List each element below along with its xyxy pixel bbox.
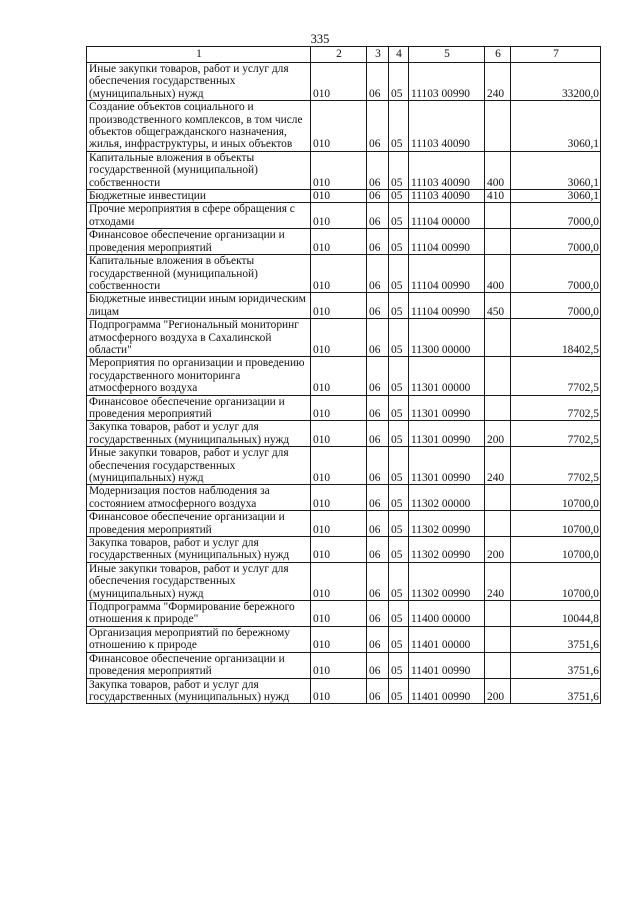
target-article-cell: 11400 00000 <box>409 601 485 627</box>
amount-cell: 7702,5 <box>511 395 601 421</box>
amount-cell: 3751,6 <box>511 678 601 704</box>
expense-type-cell: 200 <box>485 421 511 447</box>
expense-type-cell: 200 <box>485 678 511 704</box>
expense-type-cell <box>485 101 511 152</box>
section-cell: 06 <box>367 537 389 563</box>
section-cell: 06 <box>367 421 389 447</box>
expense-type-cell: 450 <box>485 293 511 319</box>
expense-type-cell: 240 <box>485 63 511 101</box>
table-row <box>87 190 601 203</box>
column-header: 3 <box>367 47 389 63</box>
column-header: 2 <box>311 47 367 63</box>
target-article-cell: 11401 00000 <box>409 626 485 652</box>
target-article-cell: 11104 00990 <box>409 255 485 293</box>
subsection-cell: 05 <box>389 190 409 203</box>
expense-type-cell <box>485 229 511 255</box>
amount-cell: 3060,1 <box>511 101 601 152</box>
target-article-cell: 11103 40090 <box>409 190 485 203</box>
amount-cell: 10700,0 <box>511 485 601 511</box>
admin-code-cell: 010 <box>311 357 367 395</box>
amount-cell: 10700,0 <box>511 537 601 563</box>
admin-code-cell: 010 <box>311 601 367 627</box>
section-cell: 06 <box>367 485 389 511</box>
column-header: 6 <box>485 47 511 63</box>
admin-code-cell: 010 <box>311 229 367 255</box>
section-cell: 06 <box>367 293 389 319</box>
subsection-cell: 05 <box>389 562 409 600</box>
row-name-cell: Иные закупки товаров, работ и услуг для обеспечения государственных (муниципальных) нужд <box>87 63 311 101</box>
admin-code-cell: 010 <box>311 293 367 319</box>
table-row <box>87 395 601 421</box>
section-cell: 06 <box>367 255 389 293</box>
table-body <box>87 63 601 704</box>
subsection-cell: 05 <box>389 151 409 189</box>
amount-cell: 18402,5 <box>511 319 601 357</box>
row-name-cell: Прочие мероприятия в сфере обращения с отходами <box>87 203 311 229</box>
table-row <box>87 63 601 101</box>
expense-type-cell <box>485 319 511 357</box>
target-article-cell: 11301 00990 <box>409 447 485 485</box>
subsection-cell: 05 <box>389 395 409 421</box>
table-row <box>87 229 601 255</box>
admin-code-cell: 010 <box>311 395 367 421</box>
admin-code-cell: 010 <box>311 151 367 189</box>
table-row <box>87 293 601 319</box>
amount-cell: 33200,0 <box>511 63 601 101</box>
table-row <box>87 601 601 627</box>
target-article-cell: 11301 00990 <box>409 421 485 447</box>
amount-cell: 10700,0 <box>511 511 601 537</box>
target-article-cell: 11104 00000 <box>409 203 485 229</box>
expense-type-cell: 240 <box>485 447 511 485</box>
row-name-cell: Капитальные вложения в объекты государственной (муниципальной) собственности <box>87 255 311 293</box>
amount-cell: 3060,1 <box>511 190 601 203</box>
target-article-cell: 11103 00990 <box>409 63 485 101</box>
section-cell: 06 <box>367 562 389 600</box>
table-row <box>87 203 601 229</box>
target-article-cell: 11103 40090 <box>409 151 485 189</box>
section-cell: 06 <box>367 447 389 485</box>
table-row <box>87 447 601 485</box>
row-name-cell: Закупка товаров, работ и услуг для государственных (муниципальных) нужд <box>87 421 311 447</box>
expense-type-cell <box>485 485 511 511</box>
admin-code-cell: 010 <box>311 190 367 203</box>
subsection-cell: 05 <box>389 319 409 357</box>
subsection-cell: 05 <box>389 601 409 627</box>
table-row <box>87 511 601 537</box>
page-number: 335 <box>310 32 330 46</box>
table-row <box>87 151 601 189</box>
table-row <box>87 101 601 152</box>
row-name-cell: Капитальные вложения в объекты государственной (муниципальной) собственности <box>87 151 311 189</box>
target-article-cell: 11302 00990 <box>409 511 485 537</box>
admin-code-cell: 010 <box>311 421 367 447</box>
row-name-cell: Закупка товаров, работ и услуг для государственных (муниципальных) нужд <box>87 537 311 563</box>
section-cell: 06 <box>367 319 389 357</box>
admin-code-cell: 010 <box>311 562 367 600</box>
subsection-cell: 05 <box>389 203 409 229</box>
admin-code-cell: 010 <box>311 511 367 537</box>
subsection-cell: 05 <box>389 255 409 293</box>
table-row <box>87 421 601 447</box>
expense-type-cell <box>485 601 511 627</box>
row-name-cell: Иные закупки товаров, работ и услуг для обеспечения государственных (муниципальных) нужд <box>87 447 311 485</box>
row-name-cell: Финансовое обеспечение организации и проведения мероприятий <box>87 395 311 421</box>
subsection-cell: 05 <box>389 101 409 152</box>
subsection-cell: 05 <box>389 447 409 485</box>
section-cell: 06 <box>367 229 389 255</box>
section-cell: 06 <box>367 601 389 627</box>
expense-type-cell <box>485 626 511 652</box>
expense-type-cell: 200 <box>485 537 511 563</box>
table-row <box>87 562 601 600</box>
subsection-cell: 05 <box>389 652 409 678</box>
subsection-cell: 05 <box>389 229 409 255</box>
section-cell: 06 <box>367 101 389 152</box>
budget-table <box>86 46 601 704</box>
section-cell: 06 <box>367 203 389 229</box>
expense-type-cell <box>485 395 511 421</box>
target-article-cell: 11300 00000 <box>409 319 485 357</box>
section-cell: 06 <box>367 190 389 203</box>
admin-code-cell: 010 <box>311 485 367 511</box>
section-cell: 06 <box>367 678 389 704</box>
subsection-cell: 05 <box>389 293 409 319</box>
subsection-cell: 05 <box>389 626 409 652</box>
row-name-cell: Бюджетные инвестиции иным юридическим лицам <box>87 293 311 319</box>
row-name-cell: Организация мероприятий по бережному отношению к природе <box>87 626 311 652</box>
section-cell: 06 <box>367 395 389 421</box>
amount-cell: 10044,8 <box>511 601 601 627</box>
amount-cell: 7702,5 <box>511 447 601 485</box>
amount-cell: 3060,1 <box>511 151 601 189</box>
section-cell: 06 <box>367 626 389 652</box>
target-article-cell: 11104 00990 <box>409 293 485 319</box>
admin-code-cell: 010 <box>311 101 367 152</box>
admin-code-cell: 010 <box>311 626 367 652</box>
subsection-cell: 05 <box>389 421 409 447</box>
target-article-cell: 11401 00990 <box>409 678 485 704</box>
table-row <box>87 652 601 678</box>
target-article-cell: 11301 00000 <box>409 357 485 395</box>
row-name-cell: Закупка товаров, работ и услуг для государственных (муниципальных) нужд <box>87 678 311 704</box>
amount-cell: 10700,0 <box>511 562 601 600</box>
amount-cell: 3751,6 <box>511 652 601 678</box>
row-name-cell: Подпрограмма "Формирование бережного отношения к природе" <box>87 601 311 627</box>
column-header: 7 <box>511 47 601 63</box>
amount-cell: 7000,0 <box>511 203 601 229</box>
table-row <box>87 626 601 652</box>
row-name-cell: Модернизация постов наблюдения за состоянием атмосферного воздуха <box>87 485 311 511</box>
column-header: 1 <box>87 47 311 63</box>
target-article-cell: 11302 00990 <box>409 537 485 563</box>
amount-cell: 7702,5 <box>511 421 601 447</box>
admin-code-cell: 010 <box>311 63 367 101</box>
row-name-cell: Иные закупки товаров, работ и услуг для обеспечения государственных (муниципальных) нужд <box>87 562 311 600</box>
section-cell: 06 <box>367 63 389 101</box>
expense-type-cell: 400 <box>485 255 511 293</box>
row-name-cell: Финансовое обеспечение организации и проведения мероприятий <box>87 652 311 678</box>
column-header: 5 <box>409 47 485 63</box>
expense-type-cell: 410 <box>485 190 511 203</box>
admin-code-cell: 010 <box>311 652 367 678</box>
expense-type-cell <box>485 357 511 395</box>
section-cell: 06 <box>367 511 389 537</box>
subsection-cell: 05 <box>389 63 409 101</box>
admin-code-cell: 010 <box>311 537 367 563</box>
target-article-cell: 11104 00990 <box>409 229 485 255</box>
expense-type-cell <box>485 511 511 537</box>
section-cell: 06 <box>367 357 389 395</box>
amount-cell: 3751,6 <box>511 626 601 652</box>
table-row <box>87 537 601 563</box>
expense-type-cell <box>485 203 511 229</box>
table-row <box>87 678 601 704</box>
subsection-cell: 05 <box>389 357 409 395</box>
section-cell: 06 <box>367 151 389 189</box>
subsection-cell: 05 <box>389 485 409 511</box>
admin-code-cell: 010 <box>311 255 367 293</box>
expense-type-cell: 240 <box>485 562 511 600</box>
row-name-cell: Финансовое обеспечение организации и проведения мероприятий <box>87 229 311 255</box>
table-row <box>87 485 601 511</box>
target-article-cell: 11302 00990 <box>409 562 485 600</box>
subsection-cell: 05 <box>389 537 409 563</box>
subsection-cell: 05 <box>389 511 409 537</box>
row-name-cell: Бюджетные инвестиции <box>87 190 311 203</box>
amount-cell: 7000,0 <box>511 255 601 293</box>
amount-cell: 7000,0 <box>511 229 601 255</box>
header-row <box>87 47 601 63</box>
amount-cell: 7702,5 <box>511 357 601 395</box>
row-name-cell: Мероприятия по организации и проведению государственного мониторинга атмосферного воздуха <box>87 357 311 395</box>
admin-code-cell: 010 <box>311 319 367 357</box>
column-header: 4 <box>389 47 409 63</box>
table-row <box>87 319 601 357</box>
row-name-cell: Подпрограмма "Региональный мониторинг атмосферного воздуха в Сахалинской области" <box>87 319 311 357</box>
expense-type-cell <box>485 652 511 678</box>
table-row <box>87 357 601 395</box>
admin-code-cell: 010 <box>311 203 367 229</box>
admin-code-cell: 010 <box>311 678 367 704</box>
target-article-cell: 11103 40090 <box>409 101 485 152</box>
row-name-cell: Создание объектов социального и производственного комплексов, в том числе объектов общегражданского назначения, жилья, инфраструктуры, и иных объектов <box>87 101 311 152</box>
target-article-cell: 11401 00990 <box>409 652 485 678</box>
target-article-cell: 11301 00990 <box>409 395 485 421</box>
expense-type-cell: 400 <box>485 151 511 189</box>
admin-code-cell: 010 <box>311 447 367 485</box>
section-cell: 06 <box>367 652 389 678</box>
row-name-cell: Финансовое обеспечение организации и проведения мероприятий <box>87 511 311 537</box>
amount-cell: 7000,0 <box>511 293 601 319</box>
target-article-cell: 11302 00000 <box>409 485 485 511</box>
table-row <box>87 255 601 293</box>
subsection-cell: 05 <box>389 678 409 704</box>
